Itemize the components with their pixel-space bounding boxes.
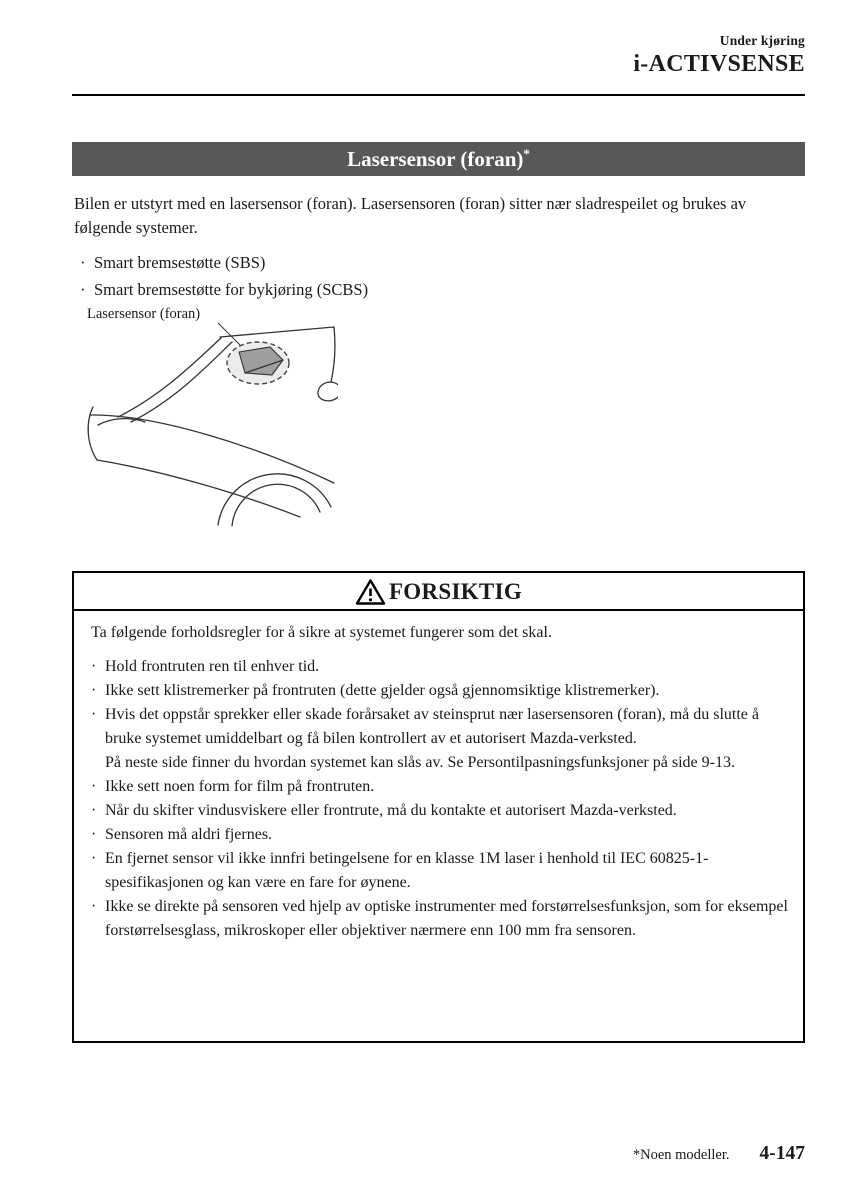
figure-label: Lasersensor (foran) — [87, 306, 201, 322]
caution-item-text: Ikke sett klistremerker på frontruten (dette gjelder også gjennomsiktige klistremerker). — [105, 682, 660, 699]
bullet-marker: · — [91, 778, 97, 795]
caution-item-text: Når du skifter vindusviskere eller frontrute, må du kontakte et autorisert Mazda-verksted. — [105, 802, 677, 819]
wheel-arch-outer — [218, 474, 331, 525]
windshield-right-edge — [331, 327, 335, 382]
wheel-arch-inner — [232, 484, 320, 526]
hood-line — [90, 415, 334, 483]
bullet-marker: · — [91, 682, 97, 699]
caution-header — [74, 573, 803, 611]
bullet-marker: · — [91, 850, 97, 867]
bullet-marker: · — [91, 802, 97, 819]
bullet-marker: · — [91, 898, 97, 915]
header-chapter-title: i-ACTIVSENSE — [633, 51, 805, 77]
caution-item-text: Ikke sett noen form for film på frontruten. — [105, 778, 375, 795]
list-item — [80, 277, 780, 304]
page-footer — [633, 1143, 805, 1165]
caution-box — [72, 571, 805, 1043]
section-banner-title: Lasersensor (foran) — [347, 147, 524, 171]
caution-list — [91, 655, 789, 943]
footer-note: *Noen modeller. — [632, 1147, 730, 1163]
header-rule — [72, 94, 805, 96]
headlight-line — [98, 419, 145, 425]
bullet-marker: · — [80, 279, 86, 299]
bullet-marker: · — [91, 706, 97, 723]
a-pillar-inner — [131, 342, 232, 422]
lower-body-line — [97, 460, 300, 517]
list-item — [80, 250, 780, 277]
section-banner — [72, 142, 805, 176]
page-number: 4-147 — [759, 1143, 805, 1164]
caution-item-text: En fjernet sensor vil ikke innfri betingelsene for en klasse 1M laser i henhold til IEC 60825-1-spesifikasjonen og kan være en fare for øynene. — [105, 850, 709, 891]
list-item — [91, 895, 789, 943]
a-pillar-outer — [118, 338, 221, 417]
systems-list — [80, 250, 780, 303]
caution-intro: Ta følgende forholdsregler for å sikre at systemet fungerer som det skal. — [91, 624, 552, 641]
caution-item-text: Hold frontruten ren til enhver tid. — [105, 658, 320, 675]
caution-item-text — [105, 703, 789, 775]
side-mirror — [318, 382, 338, 401]
list-item — [91, 679, 789, 703]
caution-item-text: Sensoren må aldri fjernes. — [105, 826, 273, 843]
bullet-marker: · — [91, 826, 97, 843]
bullet-marker: · — [91, 658, 97, 675]
list-item — [91, 655, 789, 679]
sensor-location-figure — [84, 302, 338, 553]
header-section-label: Under kjøring — [719, 33, 805, 48]
page-header — [633, 33, 805, 78]
system-label: Smart bremsestøtte (SBS) — [94, 253, 266, 272]
bullet-marker: · — [80, 253, 86, 272]
caution-title: FORSIKTIG — [388, 579, 523, 604]
caution-body — [74, 611, 803, 943]
list-item — [91, 703, 789, 775]
warning-icon — [355, 578, 386, 606]
car-front-illustration — [84, 302, 338, 548]
list-item — [91, 799, 789, 823]
caution-item-main: Hvis det oppstår sprekker eller skade forårsaket av steinsprut nær lasersensoren (foran), må du slutte å bruke systemet umiddelbart og få bilen kontrollert av et autorisert Mazda-verksted. — [105, 706, 760, 747]
caution-item-text: Ikke se direkte på sensoren ved hjelp av optiske instrumenter med forstørrelsesfunksjon, som for eksempel forstørrelsesglass, mikroskoper eller objektiver nærmere enn 100 mm fra sensoren. — [105, 898, 788, 939]
caution-item-continuation: På neste side finner du hvordan systemet kan slås av. Se Persontilpasningsfunksjoner på side 9-13. — [105, 754, 735, 771]
list-item — [91, 775, 789, 799]
list-item — [91, 823, 789, 847]
intro-paragraph: Bilen er utstyrt med en lasersensor (foran). Lasersensoren (foran) sitter nær sladrespeilet og brukes av følgende systemer. — [74, 194, 747, 237]
system-label: Smart bremsestøtte for bykjøring (SCBS) — [94, 279, 369, 299]
section-banner-note-mark: * — [523, 146, 530, 161]
roof-line — [220, 327, 334, 337]
list-item — [91, 847, 789, 895]
